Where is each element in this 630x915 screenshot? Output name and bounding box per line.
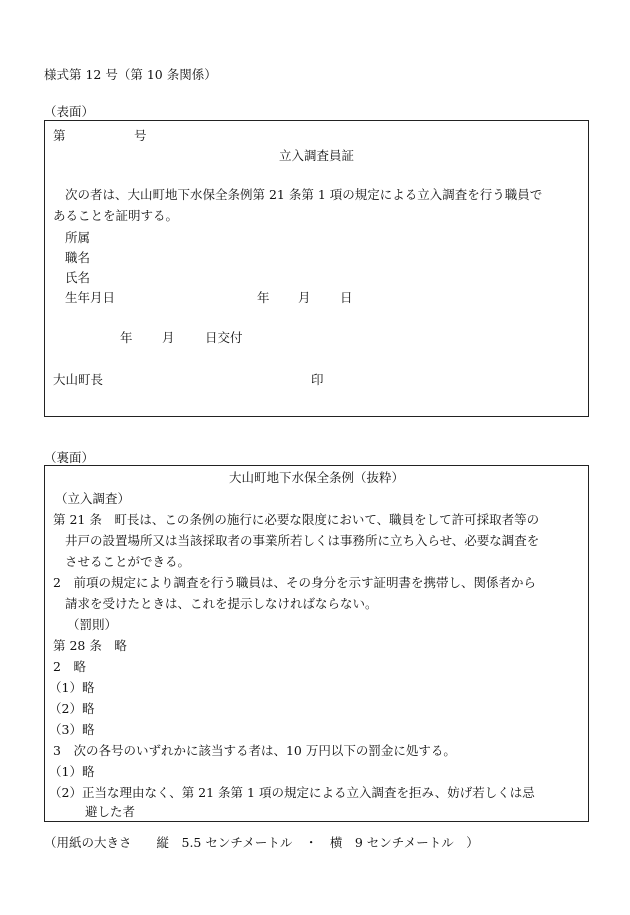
ordinance-line: 3 次の各号のいずれかに該当する者は、10 万円以下の罰金に処する。 [53, 743, 456, 758]
field-position: 職名 [65, 250, 91, 265]
seal-mark: 印 [311, 372, 324, 387]
issue-year: 年 [120, 330, 133, 345]
ordinance-line: （1）略 [49, 680, 95, 695]
number-suffix: 号 [134, 128, 147, 143]
ordinance-line: （立入調査） [55, 491, 131, 506]
ordinance-line: （1）略 [49, 764, 95, 779]
ordinance-line: させることができる。 [65, 554, 191, 569]
back-section-label: （裏面） [44, 450, 95, 465]
field-birthdate: 生年月日 [65, 290, 116, 305]
issue-day: 日交付 [205, 330, 243, 345]
front-card [44, 120, 589, 417]
ordinance-line: （2）略 [49, 701, 95, 716]
field-affiliation: 所属 [65, 230, 91, 245]
ordinance-line: （2）正当な理由なく、第 21 条第 1 項の規定による立入調査を拒み、妨げ若しくは忌 [49, 785, 535, 800]
ordinance-line: 井戸の設置場所又は当該採取者の事業所若しくは事務所に立ち入らせ、必要な調査を [65, 533, 540, 548]
issuer: 大山町長 [53, 372, 104, 387]
paper-size-note: （用紙の大きさ 縦 5.5 センチメートル ・ 横 9 センチメートル ） [44, 835, 479, 850]
front-section-label: （表面） [44, 104, 95, 119]
ordinance-line: （罰則） [67, 617, 118, 632]
form-number: 様式第 12 号（第 10 条関係） [44, 67, 217, 82]
birth-month: 月 [298, 290, 311, 305]
ordinance-line: 2 前項の規定により調査を行う職員は、その身分を示す証明書を携帯し、関係者から [53, 575, 536, 590]
issue-month: 月 [162, 330, 175, 345]
front-body-line-2: あることを証明する。 [53, 208, 179, 223]
front-body-line-1: 次の者は、大山町地下水保全条例第 21 条第 1 項の規定による立入調査を行う職員で [65, 187, 543, 202]
birth-day: 日 [340, 290, 353, 305]
ordinance-line: （3）略 [49, 722, 95, 737]
ordinance-line: 避した者 [85, 804, 136, 819]
card-title: 立入調査員証 [278, 148, 354, 163]
back-card [44, 465, 589, 822]
ordinance-line: 第 28 条 略 [53, 638, 127, 653]
ordinance-title: 大山町地下水保全条例（抜粋） [228, 470, 404, 485]
number-prefix: 第 [53, 128, 66, 143]
ordinance-line: 第 21 条 町長は、この条例の施行に必要な限度において、職員をして許可採取者等の [53, 512, 540, 527]
birth-year: 年 [257, 290, 270, 305]
ordinance-line: 2 略 [53, 659, 86, 674]
field-name: 氏名 [65, 270, 91, 285]
ordinance-line: 請求を受けたときは、これを提示しなければならない。 [65, 596, 378, 611]
